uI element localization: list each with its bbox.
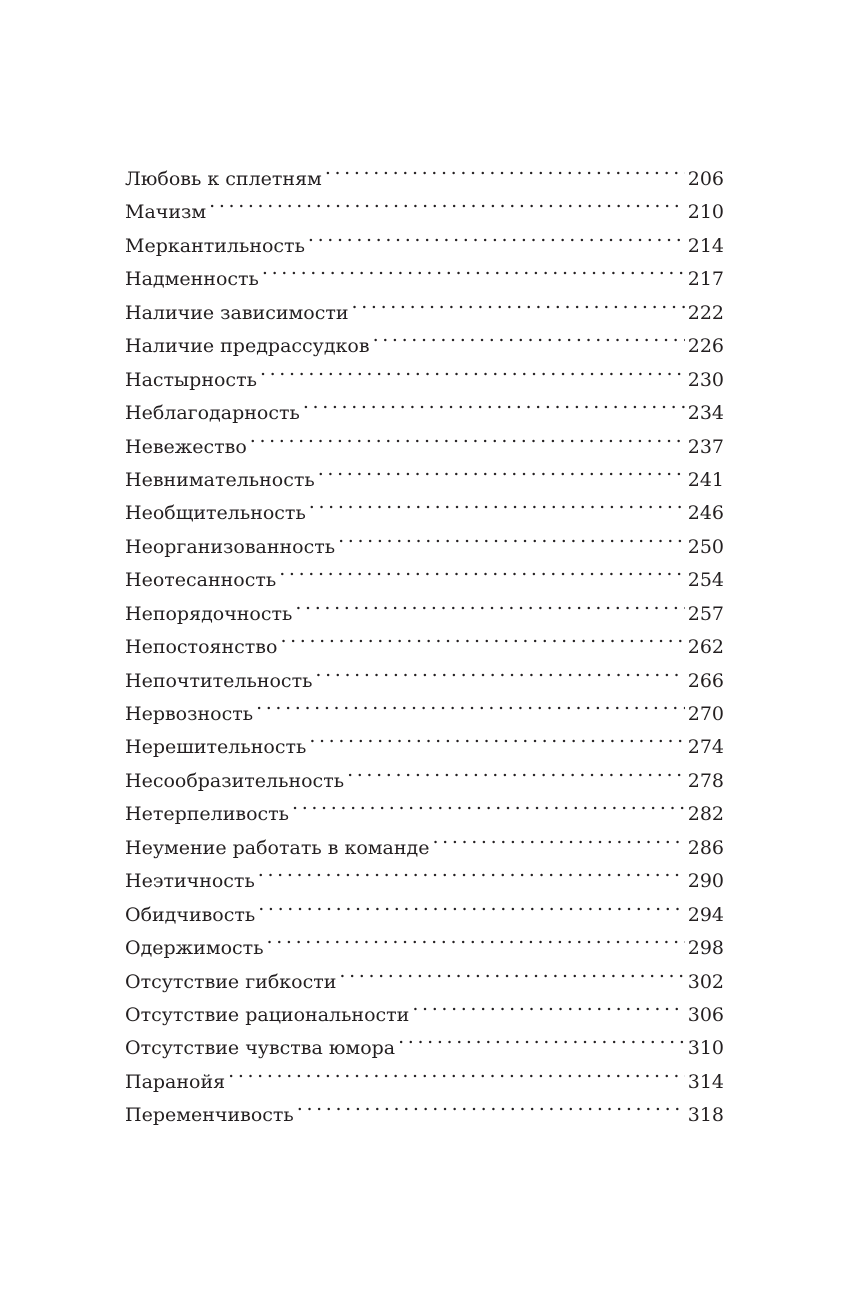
toc-entry-title: Непостоянство (125, 636, 278, 659)
toc-entry-page: 298 (687, 937, 724, 960)
toc-dot-leader (338, 520, 685, 553)
toc-entry-title: Отсутствие чувства юмора (125, 1037, 396, 1060)
toc-entry-page: 270 (687, 703, 724, 725)
toc-entry-page: 250 (687, 535, 724, 558)
toc-dot-leader (315, 654, 684, 687)
toc-entry-page: 278 (687, 769, 724, 792)
toc-entry (125, 219, 724, 257)
toc-dot-leader (262, 252, 685, 285)
toc-dot-leader (292, 787, 685, 820)
table-of-contents (125, 152, 724, 1127)
toc-dot-leader (258, 888, 684, 921)
toc-entry-title: Наличие предрассудков (125, 335, 370, 358)
toc-dot-leader (228, 1055, 685, 1088)
toc-entry-title: Нерешительность (125, 736, 307, 759)
toc-dot-leader (295, 587, 684, 620)
toc-dot-leader (412, 988, 684, 1021)
toc-dot-leader (309, 720, 684, 753)
toc-dot-leader (260, 353, 685, 386)
toc-dot-leader (398, 1021, 685, 1054)
toc-dot-leader (303, 386, 685, 419)
toc-entry-page: 318 (687, 1104, 724, 1127)
toc-entry-page: 254 (687, 569, 724, 592)
toc-entry-page: 314 (687, 1070, 724, 1093)
toc-entry (125, 152, 724, 190)
toc-entry-title: Отсутствие рациональности (125, 1003, 410, 1026)
toc-dot-leader (209, 185, 685, 218)
toc-entry (125, 185, 724, 224)
toc-dot-leader (339, 955, 684, 988)
toc-dot-leader (297, 1088, 685, 1121)
toc-dot-leader (325, 152, 685, 185)
toc-entry-page: 306 (687, 1003, 724, 1026)
toc-entry-title: Мачизм (125, 201, 207, 224)
toc-dot-leader (347, 754, 685, 787)
toc-dot-leader (373, 319, 685, 352)
toc-entry-page: 294 (687, 903, 724, 926)
toc-entry-title: Обидчивость (125, 903, 256, 926)
toc-entry-title: Надменность (125, 268, 259, 291)
toc-entry-page: 266 (687, 669, 724, 692)
toc-entry-title: Одержимость (125, 937, 264, 960)
toc-entry-page: 222 (687, 301, 724, 324)
toc-entry-page: 310 (687, 1037, 724, 1060)
toc-entry-page: 286 (687, 836, 724, 859)
toc-entry-page: 214 (687, 234, 724, 257)
toc-entry-title: Неумение работать в команде (125, 836, 430, 859)
toc-entry-page: 274 (687, 736, 724, 759)
toc-entry-page: 262 (687, 636, 724, 659)
toc-entry-page: 237 (687, 435, 724, 458)
toc-entry-page: 217 (687, 268, 724, 291)
toc-dot-leader (309, 486, 685, 519)
toc-entry-page: 206 (687, 168, 724, 190)
toc-entry-page: 226 (687, 335, 724, 358)
toc-entry-title: Переменчивость (125, 1104, 294, 1127)
toc-dot-leader (256, 687, 685, 720)
toc-entry-title: Непочтительность (125, 669, 313, 692)
toc-entry-title: Отсутствие гибкости (125, 970, 337, 993)
toc-entry-title: Нервозность (125, 703, 254, 725)
toc-entry-title: Неорганизованность (125, 535, 336, 558)
toc-entry-title: Неблагодарность (125, 402, 300, 425)
toc-entry-title: Нетерпеливость (125, 803, 290, 826)
toc-entry-title: Невнимательность (125, 468, 315, 491)
toc-entry-page: 230 (687, 368, 724, 391)
toc-entry-title: Невежество (125, 435, 247, 458)
toc-entry-title: Необщительность (125, 502, 306, 525)
toc-entry-title: Паранойя (125, 1070, 226, 1093)
toc-entry-page: 210 (687, 201, 724, 224)
toc-dot-leader (258, 854, 685, 887)
toc-entry-page: 302 (687, 970, 724, 993)
toc-dot-leader (352, 286, 685, 319)
toc-entry-page: 234 (687, 402, 724, 425)
toc-dot-leader (433, 821, 685, 854)
toc-entry-title: Неотесанность (125, 569, 277, 592)
toc-dot-leader (279, 553, 684, 586)
toc-entry-page: 282 (687, 803, 724, 826)
toc-entry-page: 246 (687, 502, 724, 525)
toc-entry-title: Неэтичность (125, 870, 255, 893)
toc-entry-title: Несообразительность (125, 769, 345, 792)
toc-entry-page: 257 (687, 602, 724, 625)
toc-dot-leader (267, 921, 685, 954)
toc-dot-leader (308, 219, 685, 252)
toc-entry-title: Меркантильность (125, 234, 305, 257)
toc-entry-title: Любовь к сплетням (125, 168, 322, 190)
toc-dot-leader (250, 420, 685, 453)
toc-entry-title: Непорядочность (125, 602, 293, 625)
toc-dot-leader (318, 453, 685, 486)
toc-entry-page: 241 (687, 468, 724, 491)
toc-entry-title: Настырность (125, 368, 257, 391)
toc-entry-title: Наличие зависимости (125, 301, 349, 324)
toc-dot-leader (280, 620, 684, 653)
toc-entry-page: 290 (687, 870, 724, 893)
